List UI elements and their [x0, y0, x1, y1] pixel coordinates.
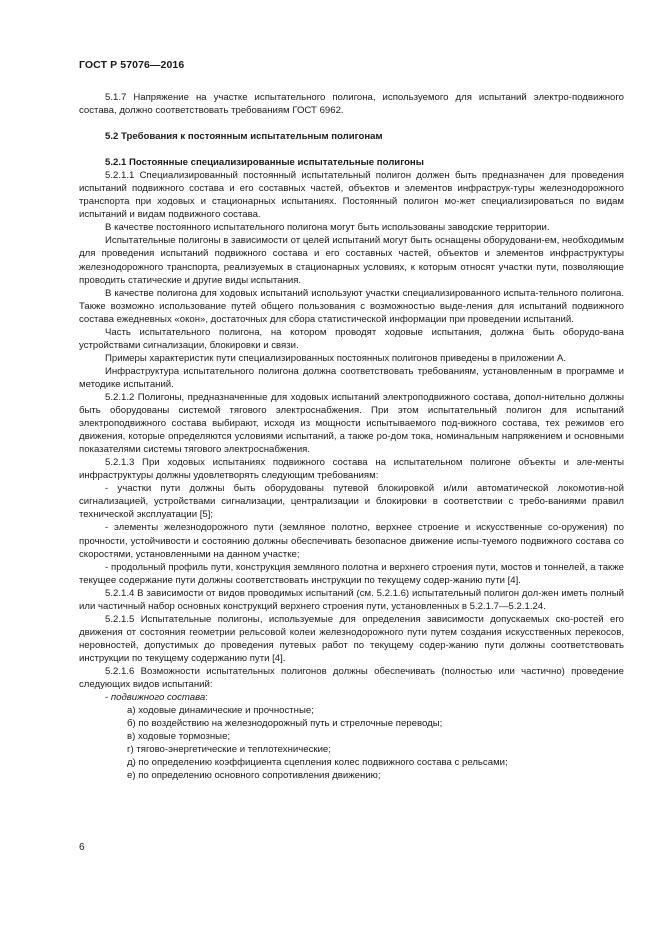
para-5-2-1-3: 5.2.1.3 При ходовых испытаниях подвижного состава на испытательном полигоне объекты и эле-менты инфраструктуры должны удовлетворять следующим требованиям: [79, 457, 624, 482]
list-item: б) по воздействию на железнодорожный путь и стрелочные переводы; [127, 718, 443, 730]
dash-item-track-elements: - элементы железнодорожного пути (земляное полотно, верхнее строение и искусственные со-оружения) по прочности, устойчивости и состоянию должны обеспечивать безопасное движение испы-туемого подвижного состава со скоростями, установленными на данном участке; [79, 522, 624, 560]
para-factory-territories: В качестве постоянного испытательного полигона могут быть использованы заводские территории. [105, 222, 550, 234]
para-5-2-1-4: 5.2.1.4 В зависимости от видов проводимых испытаний (см. 5.2.1.6) испытательный полигон дол-жен иметь полный или частичный набор основных конструкций верхнего строения пути, установленных в 5.2.1.7—5.2.1.24. [79, 587, 624, 612]
para-signalling: Часть испытательного полигона, на котором проводят ходовые испытания, должна быть оборудо-вана устройствами сигнализации, блокировки и связи. [79, 326, 624, 351]
document-header: ГОСТ Р 57076—2016 [79, 59, 185, 71]
para-equipment: Испытательные полигоны в зависимости от целей испытаний могут быть оснащены оборудовани-ем, необходимым для проведения испытаний подвижного состава и его составных частей, объектов и элементов инфраструктуры железнодорожного транспорта, реализуемых в стационарных условиях, к которым относят участки пути, позволяющие проводить статические и другие виды испытания. [79, 235, 624, 286]
page-body [79, 91, 624, 782]
para-examples: Примеры характеристик пути специализированных постоянных полигонов приведены в приложении А. [105, 352, 567, 364]
para-5-2-1-5: 5.2.1.5 Испытательные полигоны, используемые для определения зависимости допускаемых ско-ростей его движения от состояния геометрии рельсовой колеи железнодорожного пути путем создания искусственных перекосов, неровностей, допустимых до проведения путевых работ по текущему содер-жанию пути должны соответствовать инструкции по текущему содержанию пути [4]. [79, 613, 624, 664]
list-item: г) тягово-энергетические и теплотехнические; [127, 744, 331, 756]
page-number: 6 [79, 842, 85, 853]
dash-item-profile: - продольный профиль пути, конструкция земляного полотна и верхнего строения пути, мостов и тоннелей, а также текущее содержание пути должны соответствовать инструкции по текущему содер-жанию пути [4]. [79, 561, 624, 586]
para-infrastructure: Инфраструктура испытательного полигона должна соответствовать требованиям, установленным в программе и методике испытаний. [79, 365, 624, 390]
list-item: а) ходовые динамические и прочностные; [127, 705, 314, 717]
list-item: в) ходовые тормозные; [127, 731, 231, 743]
para-5-2-1-1: 5.2.1.1 Специализированный постоянный испытательный полигон должен быть предназначен для проведения испытаний подвижного состава и его составных частей, объектов и элементов инфраструк-туры железнодорожного транспорта при ходовых и стационарных испытаниях. Постоянный полигон мо-жет специализироваться по видам испытаний и видам подвижного состава. [79, 170, 624, 221]
section-5-2-heading: 5.2 Требования к постоянным испытательным полигонам [105, 131, 383, 143]
list-item: е) по определению основного сопротивления движению; [127, 770, 381, 782]
section-5-2-1-heading: 5.2.1 Постоянные специализированные испытательные полигоны [105, 157, 424, 169]
para-running-tests: В качестве полигона для ходовых испытаний используют участки специализированного испыта-тельного полигона. Также возможно использование путей общего пользования с возможностью выде-ления для испытаний подвижного состава ежедневных «окон», достаточных для сбора статистической информации при проведении испытаний. [79, 287, 624, 325]
para-5-2-1-2: 5.2.1.2 Полигоны, предназначенные для ходовых испытаний электроподвижного состава, допол-нительно должны быть оборудованы системой тягового электроснабжения. При этом испытательный полигон для испытаний электроподвижного состава выбирают, исходя из мощности испытываемого под-вижного состава, тех режимов его движения, которые определяются условиями испытаний, а также ро-дом тока, номинальным напряжением и основными показателями системы тягового электроснабжения. [79, 391, 624, 456]
para-5-1-7: 5.1.7 Напряжение на участке испытательного полигона, используемого для испытаний электро-подвижного состава, должно соответствовать требованиям ГОСТ 6962. [79, 92, 624, 117]
dash-item-track-blocking: - участки пути должны быть оборудованы путевой блокировкой и/или автоматической локомотив-ной сигнализацией, устройствами сигнализации, централизации и блокировки в соответствии с требо-ваниями правил технической эксплуатации [5]; [79, 483, 624, 521]
para-5-2-1-6: 5.2.1.6 Возможности испытательных полигонов должны обеспечивать (полностью или частично) проведение следующих видов испытаний: [79, 665, 624, 691]
list-item: д) по определению коэффициента сцепления колес подвижного состава с рельсами; [127, 757, 508, 769]
rolling-stock-subheading: - подвижного состава: [105, 692, 208, 704]
